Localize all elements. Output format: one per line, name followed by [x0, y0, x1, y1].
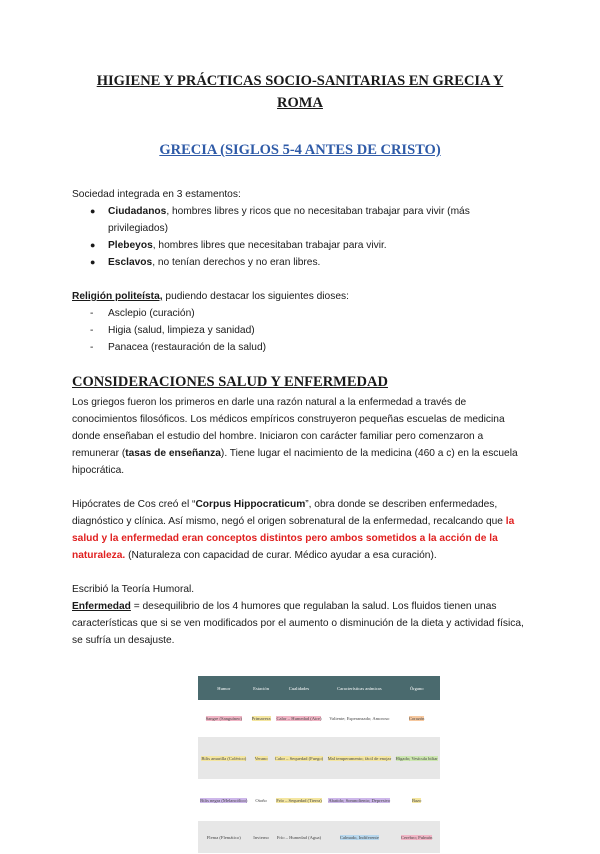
bullet-icon: ●	[90, 240, 96, 250]
table-cell	[393, 737, 440, 780]
cell-text: Frío – Sequedad (Tierra)	[276, 797, 322, 803]
cell-text: Verano	[254, 755, 268, 761]
table-cell	[325, 700, 393, 737]
section-title-grecia: GRECIA (SIGLOS 5-4 ANTES DE CRISTO)	[159, 142, 441, 158]
table-cell	[325, 821, 393, 854]
table-row	[198, 821, 440, 854]
table-cell	[273, 821, 326, 854]
text: (Naturaleza con capacidad de curar. Médico ayudar a esa curación).	[125, 550, 437, 561]
cell-text: Corazón	[408, 715, 425, 721]
term: Plebeyos	[108, 240, 153, 251]
gods-list	[72, 305, 532, 356]
cell-text: Bilis negra (Melancólico)	[200, 797, 248, 803]
religion-block	[72, 288, 532, 356]
text: = desequilibrio de los 4 humores que regulaban la salud. Los fluidos tienen unas características que si se ven modificados por el aumento o disminución de la dieta y actividad física, se sufría un desajuste.	[72, 601, 524, 646]
list-item	[72, 203, 532, 237]
cell-text: Primavera	[251, 715, 271, 721]
table-cell	[198, 821, 250, 854]
cell-text: Calor – Sequedad (Fuego)	[274, 755, 324, 761]
table-cell	[273, 700, 326, 737]
list-item	[72, 237, 532, 254]
list-item	[72, 305, 532, 322]
table-cell	[250, 821, 273, 854]
religion-term: Religión politeísta,	[72, 291, 163, 302]
table-cell	[393, 780, 440, 821]
paragraph	[72, 496, 532, 564]
religion-line	[72, 288, 532, 305]
bullet-icon: ●	[90, 206, 96, 216]
table-cell	[393, 700, 440, 737]
column-header: Órgano	[393, 676, 440, 700]
cell-text: Hígado; Vesícula biliar	[395, 755, 438, 761]
god-item: Panacea (restauración de la salud)	[108, 342, 267, 353]
dash-icon: -	[90, 342, 94, 353]
item-text: , hombres libres que necesitaban trabajar para vivir.	[152, 240, 387, 251]
enfermedad-term: Enfermedad	[72, 601, 131, 612]
cell-text: Flema (Flemático)	[206, 834, 241, 840]
table-cell	[393, 821, 440, 854]
god-item: Higia (salud, limpieza y sanidad)	[108, 325, 255, 336]
text: Los griegos fueron los primeros en darle una razón natural a la enfermedad a través de conocimientos filosóficos. Los médicos empíricos construyeron pequeñas escuelas de medicina donde enseñaban el estudio del hombre. Iniciaron con carácter familiar pero comenzaron a remunerar (	[72, 397, 505, 459]
cell-text: Valiente; Esperanzado; Amoroso	[329, 715, 390, 721]
document-title: HIGIENE Y PRÁCTICAS SOCIO-SANITARIAS EN GRECIA Y ROMA	[96, 73, 504, 111]
text: Hipócrates de Cos creó el “	[72, 499, 196, 510]
society-block	[72, 186, 532, 271]
list-item	[72, 322, 532, 339]
paragraph	[72, 598, 532, 649]
considerations-p1	[72, 394, 532, 479]
table-cell	[198, 737, 250, 780]
list-item	[72, 339, 532, 356]
religion-text: pudiendo destacar los siguientes dioses:	[162, 291, 349, 302]
cell-text: Bilis amarilla (Colérico)	[201, 755, 247, 761]
list-item	[72, 254, 532, 271]
cell-text: Sangre (Sanguíneo)	[205, 715, 242, 721]
cell-text: Bazo	[411, 797, 422, 803]
column-header: Características anímicas	[325, 676, 393, 700]
bullet-icon: ●	[90, 257, 96, 267]
cell-text: Mal temperamento; fácil de enojar	[327, 755, 392, 761]
society-intro: Sociedad integrada en 3 estamentos:	[72, 189, 241, 200]
table-row	[198, 700, 440, 737]
cell-text: Cerebro; Pulmón	[400, 834, 433, 840]
table-cell	[198, 780, 250, 821]
considerations-heading: CONSIDERACIONES SALUD Y ENFERMEDAD	[72, 374, 388, 390]
table-cell	[273, 737, 326, 780]
table-cell	[325, 737, 393, 780]
table-cell	[250, 780, 273, 821]
table-cell	[273, 780, 326, 821]
table-header-row	[198, 676, 440, 700]
estamentos-list	[72, 203, 532, 271]
dash-icon: -	[90, 325, 94, 336]
paragraph	[72, 394, 532, 479]
humors-table	[198, 676, 440, 854]
table-cell	[198, 700, 250, 737]
item-text: , no tenían derechos y no eran libres.	[152, 257, 321, 268]
table-cell	[325, 780, 393, 821]
text: ). Tiene lugar el nacimiento de la medicina (460 a c) en la escuela hipocrática.	[72, 448, 518, 476]
table-row	[198, 780, 440, 821]
cell-text: Otoño	[255, 797, 267, 803]
column-header: Humor	[198, 676, 250, 700]
item-text: , hombres libres y ricos que no necesitaban trabajar para vivir (más privilegiados)	[108, 206, 470, 234]
column-header: Cualidades	[273, 676, 326, 700]
table-cell	[250, 737, 273, 780]
god-item: Asclepio (curación)	[108, 308, 195, 319]
paragraph: Escribió la Teoría Humoral.	[72, 584, 195, 595]
considerations-p3	[72, 581, 532, 649]
table-row	[198, 737, 440, 780]
table-cell	[250, 700, 273, 737]
cell-text: Invierno	[253, 834, 269, 840]
dash-icon: -	[90, 308, 94, 319]
text: ”, obra donde se describen enfermedades, diagnóstico y clínica. Así mismo, negó el origen sobrenatural de la enfermedad, recalcando que	[72, 499, 506, 527]
cell-text: Frío – Humedad (Agua)	[276, 834, 322, 840]
term: Esclavos	[108, 257, 153, 268]
term: Ciudadanos	[108, 206, 167, 217]
cell-text: Abatido; Somnoliento; Depresivo	[328, 797, 391, 803]
column-header: Estación	[250, 676, 273, 700]
considerations-p2	[72, 496, 532, 564]
cell-text: Calmado, Indiferente	[339, 834, 379, 840]
bold-text: Corpus Hippocraticum	[195, 499, 306, 510]
highlight-text: la salud y la enfermedad eran conceptos distintos pero ambos sometidos a la acción de la naturaleza.	[72, 516, 515, 561]
cell-text: Calor – Humedad (Aire)	[276, 715, 322, 721]
bold-text: tasas de enseñanza	[125, 448, 221, 459]
